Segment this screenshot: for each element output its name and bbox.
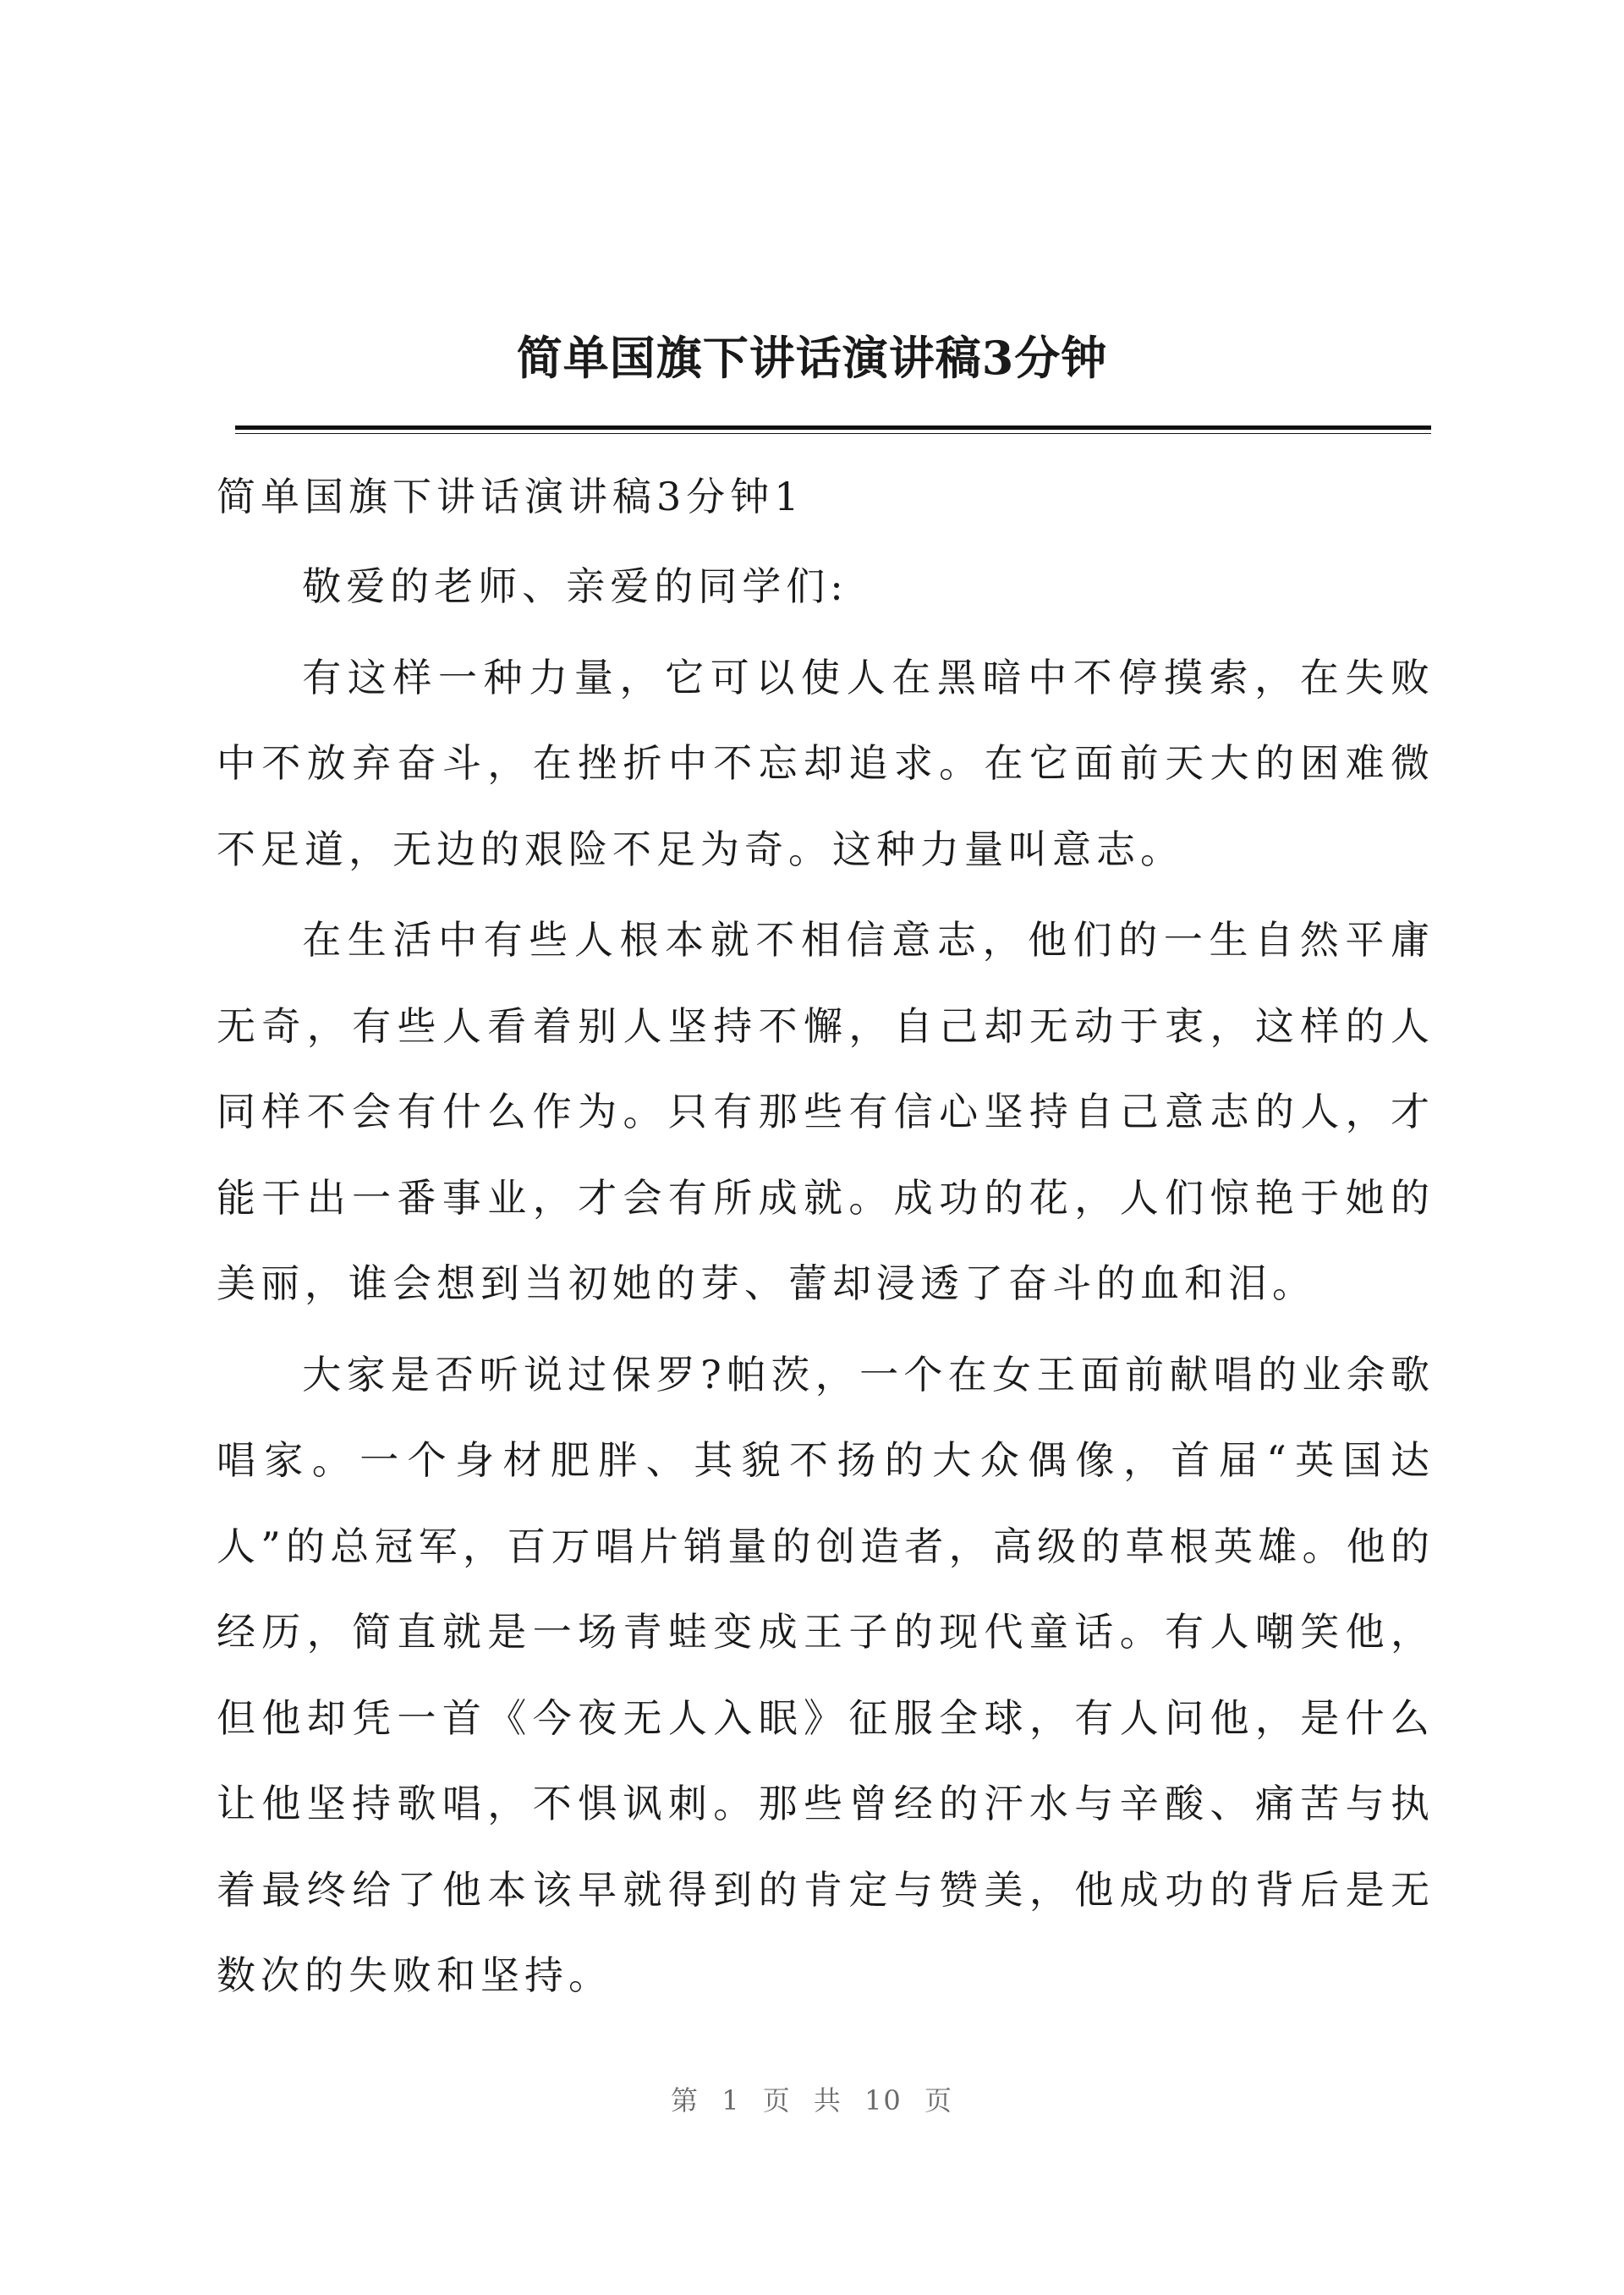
page-number-footer: 第 1 页 共 10 页 [671, 2084, 953, 2117]
title-double-rule [235, 426, 1431, 434]
body-paragraph: 在生活中有些人根本就不相信意志，他们的一生自然平庸无奇，有些人看着别人坚持不懈，自己却无动于衷，这样的人同样不会有什么作为。只有那些有信心坚持自己意志的人，才能干出一番事业，才会有所成就。成功的花，人们惊艳于她的美丽，谁会想到当初她的芽、蕾却浸透了奋斗的血和泪。 [217, 917, 1435, 1306]
document-title: 简单国旗下讲话演讲稿3分钟 [516, 331, 1108, 385]
document-body [217, 544, 1435, 2024]
section-heading: 简单国旗下讲话演讲稿3分钟1 [217, 474, 804, 519]
body-paragraph: 大家是否听说过保罗?帕茨，一个在女王面前献唱的业余歌唱家。一个身材肥胖、其貌不扬的大众偶像，首届“英国达人”的总冠军，百万唱片销量的创造者，高级的草根英雄。他的经历，简直就是一场青蛙变成王子的现代童话。有人嘲笑他，但他却凭一首《今夜无人入眠》征服全球，有人问他，是什么让他坚持歌唱，不惧讽刺。那些曾经的汗水与辛酸、痛苦与执着最终给了他本该早就得到的肯定与赞美，他成功的背后是无数次的失败和坚持。 [217, 1351, 1435, 1998]
body-paragraph: 有这样一种力量，它可以使人在黑暗中不停摸索，在失败中不放弃奋斗，在挫折中不忘却追求。在它面前天大的困难微不足道，无边的艰险不足为奇。这种力量叫意志。 [217, 654, 1435, 872]
body-paragraph-salutation: 敬爱的老师、亲爱的同学们: [302, 563, 848, 609]
